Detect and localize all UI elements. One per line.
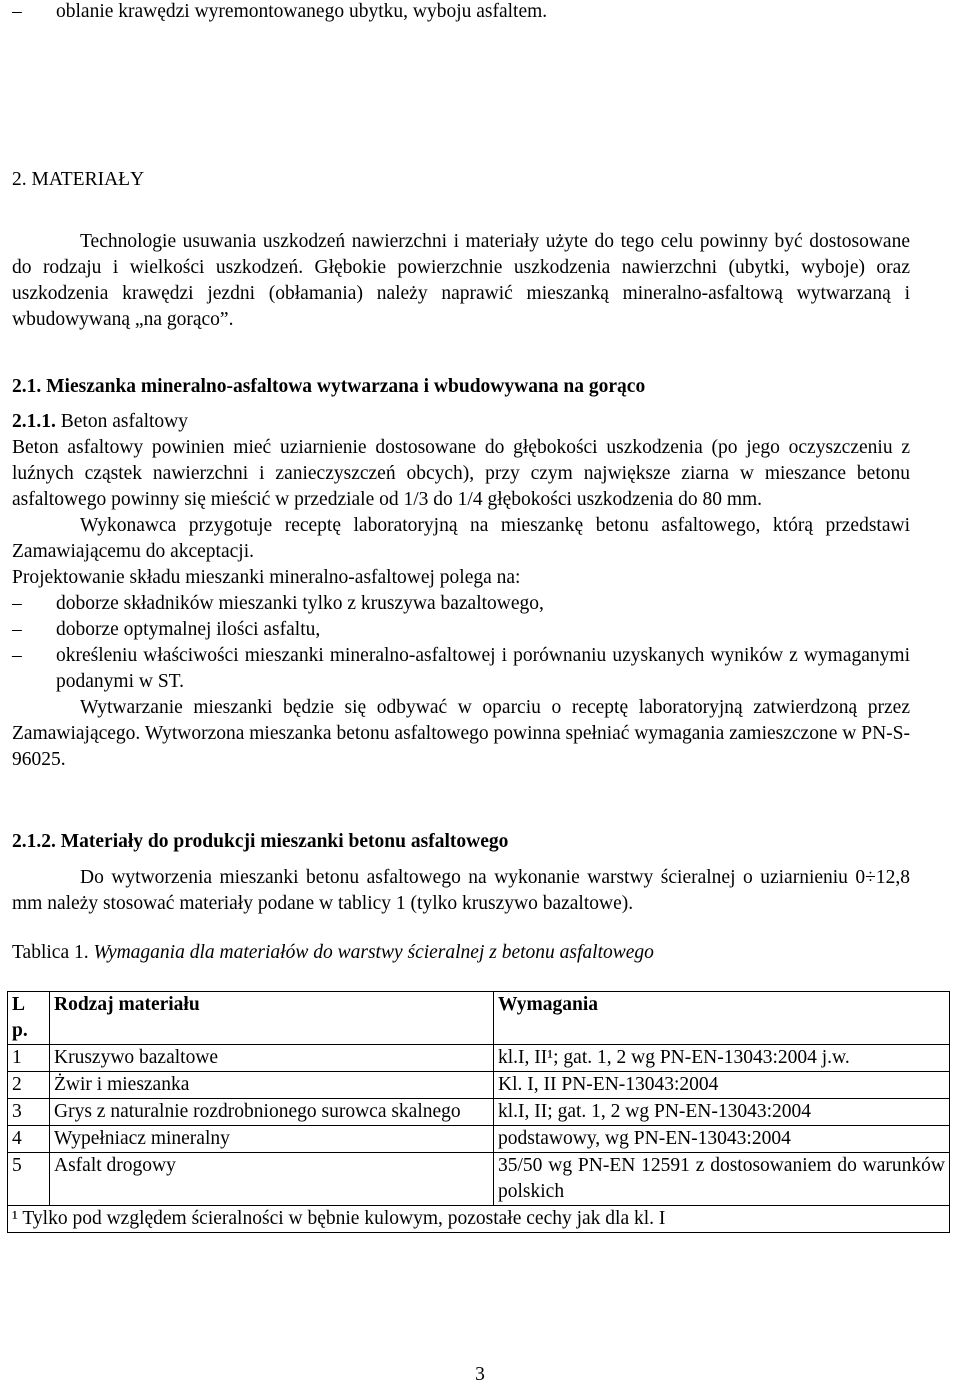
table-cell: 1	[8, 1045, 50, 1072]
table-cell: 35/50 wg PN-EN 12591 z dostosowaniem do warunków polskich	[494, 1153, 950, 1206]
table-cell: kl.I, II¹; gat. 1, 2 wg PN-EN-13043:2004 j.w.	[494, 1045, 950, 1072]
bullet-item: – oblanie krawędzi wyremontowanego ubytku, wyboju asfaltem.	[0, 0, 930, 25]
subsection-title: 2.1.1. Beton asfaltowy	[12, 411, 189, 432]
paragraph: Beton asfaltowy powinien mieć uziarnienie dostosowane do głębokości uszkodzenia (po jego oczyszczeniu z luźnych cząstek nawierzchni i zanieczyszczeń obcych), przy czym największe ziarna w mieszance betonu asfaltowego powinny się mieścić w przedziale od 1/3 do 1/4 głębokości uszkodzenia do 80 mm.	[12, 437, 910, 510]
page-number: 3	[475, 1364, 485, 1385]
section-heading: 2. MATERIAŁY	[12, 169, 145, 190]
table-cell: 5	[8, 1153, 50, 1206]
dash-bullet-icon: –	[12, 645, 22, 666]
table-cell: podstawowy, wg PN-EN-13043:2004	[494, 1126, 950, 1153]
section-paragraph: Technologie usuwania uszkodzeń nawierzchni i materiały użyte do tego celu powinny być dostosowane do rodzaju i wielkości uszkodzeń. Głębokie powierzchnie uszkodzenia nawierzchni (ubytki, wyboje) oraz uszkodzenia krawędzi jezdni (obłamania) należy naprawić mieszanką mineralno-asfaltową wytwarzaną i wbudowywaną „na gorąco”.	[12, 231, 910, 330]
paragraph: Do wytworzenia mieszanki betonu asfaltowego na wykonanie warstwy ścieralnej o uziarnieniu 0÷12,8 mm należy stosować materiały podane w tablicy 1 (tylko kruszywo bazaltowe).	[12, 867, 910, 914]
table-footnote-row	[8, 1206, 950, 1233]
table-caption: Tablica 1. Wymagania dla materiałów do warstwy ścieralnej z betonu asfaltowego	[12, 942, 654, 963]
table-row	[8, 1045, 950, 1072]
header-cell: Rodzaj materiału	[50, 992, 494, 1045]
dash-bullet-icon: –	[12, 1, 22, 22]
bullet-item: – doborze optymalnej ilości asfaltu,	[0, 617, 910, 643]
header-cell: Wymagania	[494, 992, 950, 1045]
subsection-heading: 2.1. Mieszanka mineralno-asfaltowa wytwarzana i wbudowywana na gorąco	[12, 376, 646, 397]
table-cell: Kl. I, II PN-EN-13043:2004	[494, 1072, 950, 1099]
table-row	[8, 1072, 950, 1099]
bullet-item: – doborze składników mieszanki tylko z kruszywa bazaltowego,	[0, 591, 910, 617]
table-cell: Żwir i mieszanka	[50, 1072, 494, 1099]
subsection-block	[12, 409, 910, 773]
table-row	[8, 1153, 950, 1206]
header-cell: Lp.	[8, 992, 50, 1045]
table-cell: 4	[8, 1126, 50, 1153]
dash-bullet-icon: –	[12, 619, 22, 640]
requirements-table	[7, 991, 950, 1233]
table-cell: Asfalt drogowy	[50, 1153, 494, 1206]
table-footnote: ¹ Tylko pod względem ścieralności w bębnie kulowym, pozostałe cechy jak dla kl. I	[8, 1206, 950, 1233]
table-cell: Grys z naturalnie rozdrobnionego surowca skalnego	[50, 1099, 494, 1126]
table-row	[8, 1099, 950, 1126]
dash-bullet-icon: –	[12, 593, 22, 614]
subsection-heading: 2.1.2. Materiały do produkcji mieszanki betonu asfaltowego	[12, 831, 509, 852]
bullet-item: – określeniu właściwości mieszanki mineralno-asfaltowej i porównaniu uzyskanych wyników z wymaganymi podanymi w ST.	[0, 643, 910, 695]
table-row	[8, 1126, 950, 1153]
paragraph: Wytwarzanie mieszanki będzie się odbywać w oparciu o receptę laboratoryjną zatwierdzoną przez Zamawiającego. Wytworzona mieszanka betonu asfaltowego powinna spełniać wymagania zamieszczone w PN-S-96025.	[12, 697, 910, 770]
table-cell: Kruszywo bazaltowe	[50, 1045, 494, 1072]
table-cell: 3	[8, 1099, 50, 1126]
paragraph: Projektowanie składu mieszanki mineralno-asfaltowej polega na:	[12, 567, 521, 588]
table-cell: 2	[8, 1072, 50, 1099]
table-header-row	[8, 992, 950, 1045]
table-cell: kl.I, II; gat. 1, 2 wg PN-EN-13043:2004	[494, 1099, 950, 1126]
paragraph: Wykonawca przygotuje receptę laboratoryjną na mieszankę betonu asfaltowego, którą przedstawi Zamawiającemu do akceptacji.	[12, 515, 910, 562]
table-cell: Wypełniacz mineralny	[50, 1126, 494, 1153]
